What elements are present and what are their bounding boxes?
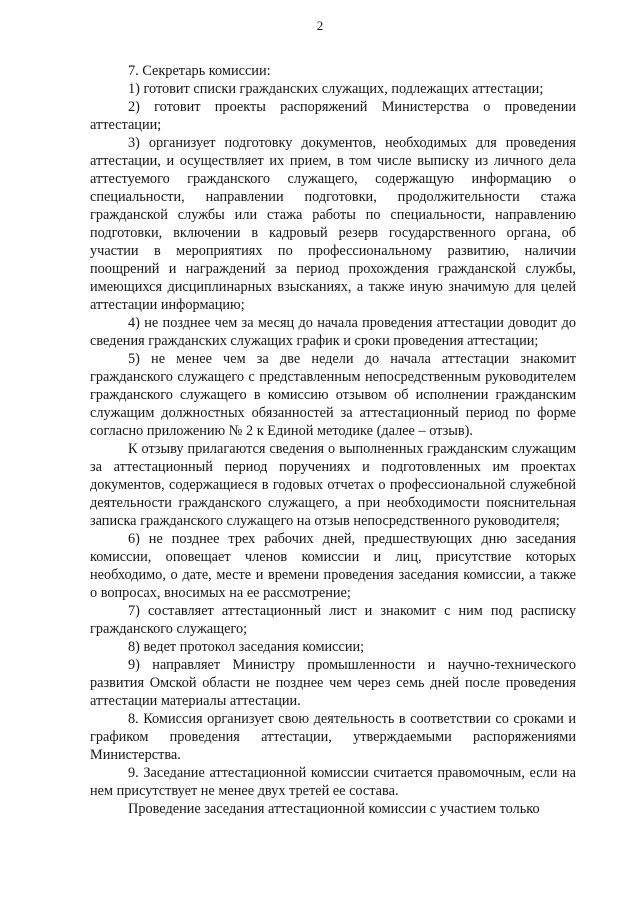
page-number: 2 [316,18,324,33]
paragraph-item-7: 7) составляет аттестационный лист и знакомит с ним под расписку гражданского служащего; [90,603,576,637]
paragraph-item-3: 3) организует подготовку документов, необходимых для проведения аттестации, и осуществляет их прием, в том числе выписку из личного дела аттестуемого гражданского служащего, содержащую информацию о специальности, направлении подготовки, продолжительности стажа гражданской службы или стажа работы по специальности, направлению подготовки, включении в кадровый резерв государственного органа, об участии в мероприятиях по профессиональному развитию, наличии поощрений и награждений за период прохождения гражданской службы, имеющихся дисциплинарных взысканиях, а также иную значимую для целей аттестации информацию; [90,135,576,313]
paragraph-continuation: Проведение заседания аттестационной комиссии с участием только [128,801,540,817]
paragraph-item-8: 8) ведет протокол заседания комиссии; [128,639,365,655]
paragraph-item-6: 6) не позднее трех рабочих дней, предшествующих дню заседания комиссии, оповещает членов комиссии и лиц, присутствие которых необходимо, о дате, месте и времени проведения заседания комиссии, а также о вопросах, вносимых на ее рассмотрение; [90,531,576,601]
paragraph-section-8: 8. Комиссия организует свою деятельность в соответствии со сроками и графиком проведения аттестации, утверждаемыми распоряжениями Министерства. [90,711,576,763]
paragraph-section-7-heading: 7. Секретарь комиссии: [128,63,271,79]
paragraph-item-9: 9) направляет Министру промышленности и научно-технического развития Омской области не позднее чем через семь дней после проведения аттестации материалы аттестации. [90,657,576,709]
paragraph-item-2: 2) готовит проекты распоряжений Министерства о проведении аттестации; [90,99,576,133]
paragraph-review-attachments: К отзыву прилагаются сведения о выполненных гражданским служащим за аттестационный период поручениях и подготовленных им проектах документов, содержащиеся в годовых отчетах о профессиональной служебной деятельности гражданского служащего, а при необходимости пояснительная записка гражданского служащего на отзыв непосредственного руководителя; [90,441,576,529]
paragraph-section-9: 9. Заседание аттестационной комиссии считается правомочным, если на нем присутствует не менее двух третей ее состава. [90,765,576,799]
paragraph-item-5: 5) не менее чем за две недели до начала аттестации знакомит гражданского служащего с представленным непосредственным руководителем гражданского служащего в комиссию отзывом об исполнении гражданским служащим должностных обязанностей за аттестационный период по форме согласно приложению № 2 к Единой методике (далее – отзыв). [90,351,576,439]
paragraph-item-4: 4) не позднее чем за месяц до начала проведения аттестации доводит до сведения гражданских служащих график и сроки проведения аттестации; [90,315,576,349]
paragraph-item-1: 1) готовит списки гражданских служащих, подлежащих аттестации; [128,81,544,97]
document-body [90,62,576,818]
